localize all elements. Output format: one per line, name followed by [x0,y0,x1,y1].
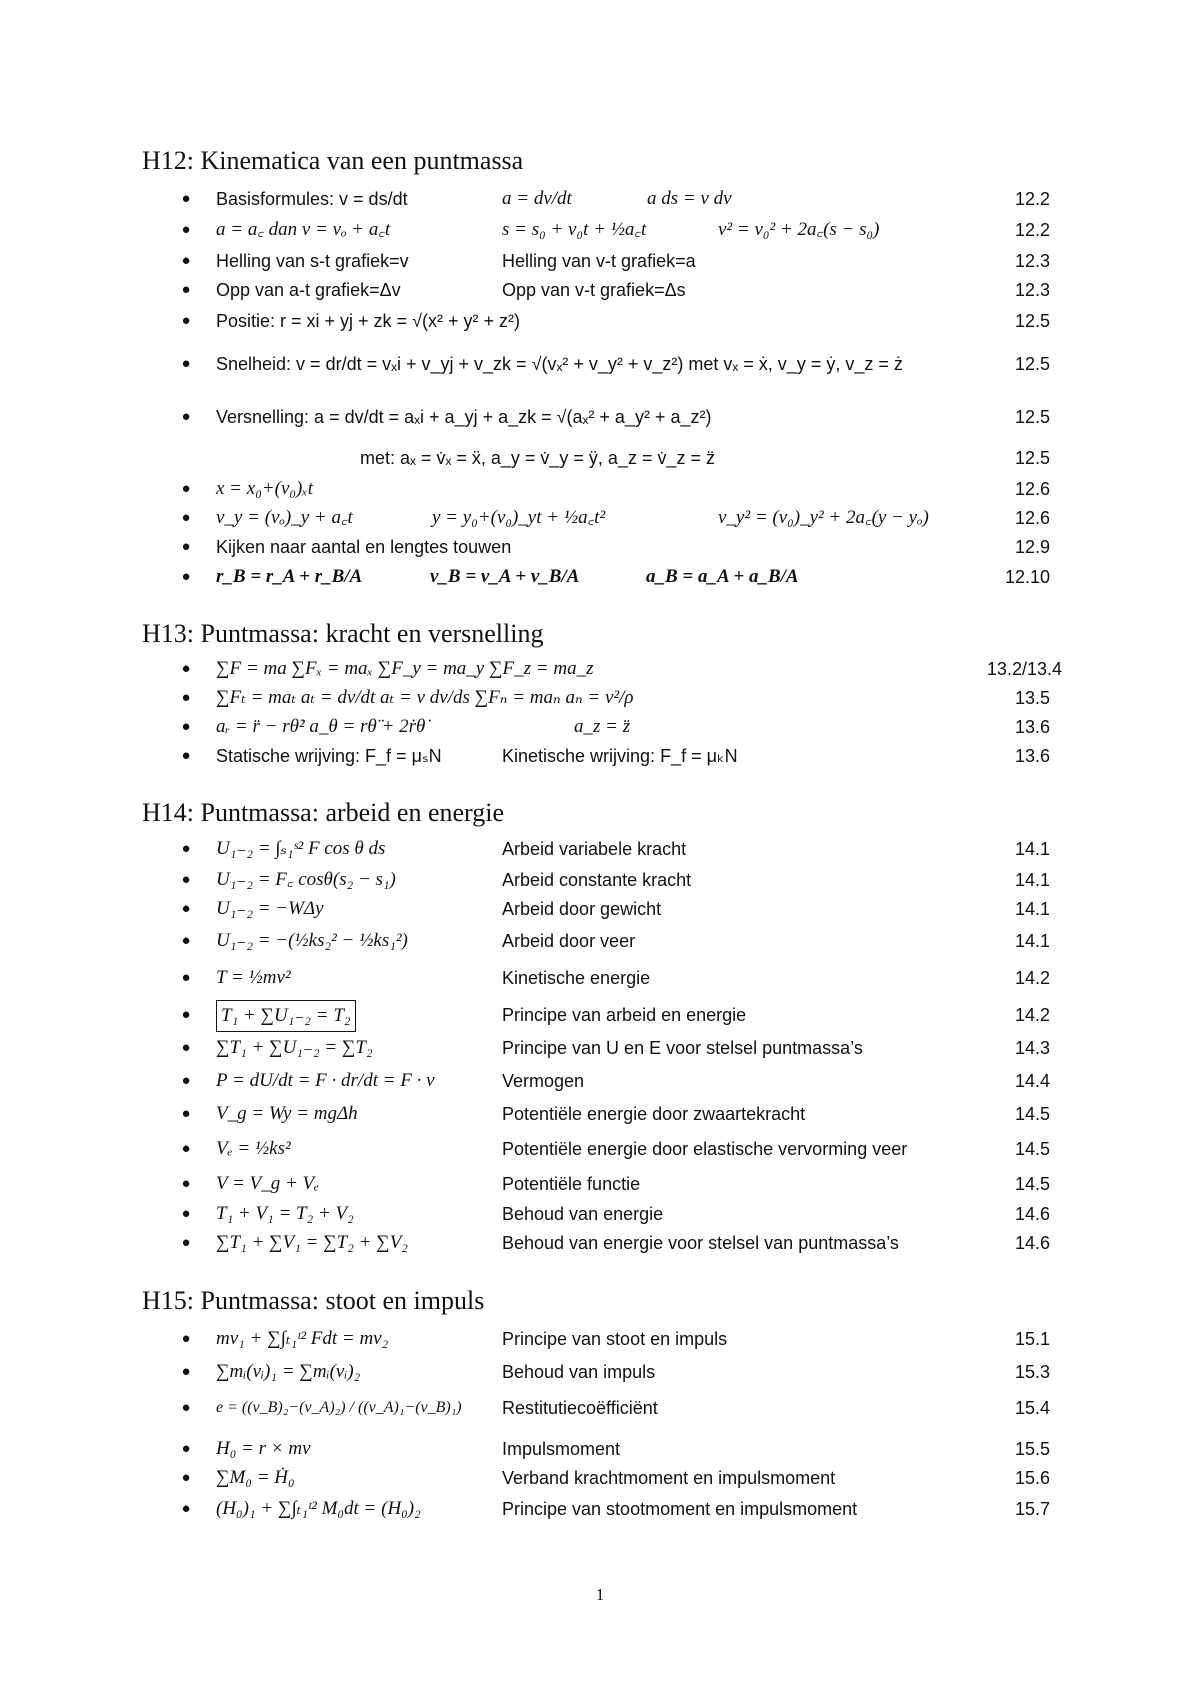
formula: H₀ = r × mv [216,1438,311,1459]
section-reference: 14.6 [1014,1204,1050,1224]
list-item [0,1099,1200,1129]
list-item [0,402,1200,432]
formula-description: Principe van stootmoment en impulsmoment [502,1499,858,1519]
list-item [0,246,1200,276]
formula: ∑F = ma ∑Fₓ = maₓ ∑F_y = ma_y ∑F_z = ma_z [216,658,594,679]
formula: (H₀)₁ + ∑∫ₜ₁ᵗ² M₀dt = (H₀)₂ [216,1498,421,1519]
formula-description: Kinetische energie [502,968,651,988]
formula-description: Impulsmoment [502,1439,621,1459]
bullet-icon: ● [181,1105,191,1122]
formula: e = ((v_B)₂−(v_A)₂) / ((v_A)₁−(v_B)₁) [216,1399,462,1416]
bullet-icon: ● [181,1072,191,1089]
formula-description: Principe van U en E voor stelsel puntmassa’s [502,1038,863,1058]
bullet-icon: ● [181,480,191,497]
bullet-icon: ● [181,718,191,735]
formula-description: Potentiële energie door elastische vervorming veer [502,1139,908,1159]
list-item [0,1324,1200,1354]
section-reference: 12.2 [1014,189,1050,209]
formula: Vₑ = ½ks² [216,1138,291,1159]
section-reference: 14.2 [1014,1005,1050,1025]
formula-description: Behoud van impuls [502,1362,656,1382]
bullet-icon: ● [181,281,191,298]
formula: T = ½mv² [216,967,291,988]
list-item [0,474,1200,504]
bullet-icon: ● [181,221,191,238]
section-reference: 12.5 [1014,407,1050,427]
formula: v² = v₀² + 2a꜀(s − s₀) [718,219,880,240]
formula: v_B = v_A + v_B/A [430,566,580,587]
formula: a = dv/dt [502,188,572,209]
section-reference: 13.2/13.4 [986,659,1062,679]
section-reference: 12.9 [1014,537,1050,557]
section-reference: 15.6 [1014,1468,1050,1488]
formula-label: Helling van v-t grafiek=a [502,251,696,271]
section-reference: 12.10 [1004,567,1050,587]
bullet-icon: ● [181,1234,191,1251]
formula-description: Potentiële functie [502,1174,641,1194]
bullet-icon: ● [181,190,191,207]
section-reference: 14.1 [1014,870,1050,890]
bullet-icon: ● [181,252,191,269]
formula-label: Kinetische wrijving: F_f = μₖN [502,746,738,766]
formula: P = dU/dt = F · dr/dt = F · v [216,1070,435,1091]
bullet-icon: ● [181,1006,191,1023]
formula-label: Helling van s-t grafiek=v [216,251,409,271]
list-item [0,275,1200,305]
formula: Positie: r = xi + yj + zk = √(x² + y² + z²) [216,311,520,331]
bullet-icon: ● [181,900,191,917]
section-reference: 13.6 [1014,746,1050,766]
list-item [0,741,1200,771]
formula-label: Opp van a-t grafiek=Δv [216,280,401,300]
formula: a ds = v dv [647,188,732,209]
formula: aᵣ = r̈ − rθ̇² a_θ = rθ̈ + 2ṙθ̇ [216,716,426,737]
list-item [0,834,1200,864]
bullet-icon: ● [181,660,191,677]
section-title-h15: H15: Puntmassa: stoot en impuls [142,1286,485,1315]
section-reference: 14.5 [1014,1174,1050,1194]
formula-description: Arbeid door veer [502,931,636,951]
formula: x = x₀+(v₀)ₓt [216,478,313,499]
formula: v_y² = (v₀)_y² + 2a꜀(y − yₒ) [718,507,929,528]
formula: U₁₋₂ = −WΔy [216,898,324,919]
formula: a = a꜀ dan v = vₒ + a꜀t [216,219,391,240]
formula-description: Arbeid door gewicht [502,899,662,919]
list-item [0,1066,1200,1096]
bullet-icon: ● [181,969,191,986]
bullet-icon: ● [181,1175,191,1192]
boxed-formula: T₁ + ∑U₁₋₂ = T₂ [216,1000,356,1032]
formula-description: Potentiële energie door zwaartekracht [502,1104,806,1124]
formula: r_B = r_A + r_B/A [216,566,363,587]
section-reference: 12.3 [1014,251,1050,271]
section-reference: 15.7 [1014,1499,1050,1519]
bullet-icon: ● [181,568,191,585]
section-reference: 12.5 [1014,448,1050,468]
formula: Basisformules: v = ds/dt [216,189,408,209]
formula: T₁ + V₁ = T₂ + V₂ [216,1203,354,1224]
section-reference: 12.6 [1014,508,1050,528]
list-item [0,1000,1200,1030]
formula: v_y = (vₒ)_y + a꜀t [216,507,353,528]
section-title-h13: H13: Puntmassa: kracht en versnelling [142,619,544,648]
formula-label: Opp van v-t grafiek=Δs [502,280,686,300]
formula: ∑Fₜ = maₜ aₜ = dv/dt aₜ = v dv/ds ∑Fₙ = maₙ aₙ = v²/ρ [216,687,634,708]
bullet-icon: ● [181,1440,191,1457]
bullet-icon: ● [181,1140,191,1157]
formula-description: Vermogen [502,1071,585,1091]
bullet-icon: ● [181,1205,191,1222]
section-reference: 15.1 [1014,1329,1050,1349]
list-item [0,683,1200,713]
formula: Snelheid: v = dr/dt = vₓi + v_yj + v_zk = √(vₓ² + v_y² + v_z²) met vₓ = ẋ, v_y = ẏ, v_z = ż [216,354,903,374]
formula: ∑mᵢ(vᵢ)₁ = ∑mᵢ(vᵢ)₂ [216,1361,361,1382]
list-item [0,349,1200,379]
bullet-icon: ● [181,747,191,764]
list-item [0,1228,1200,1258]
formula-description: Arbeid variabele kracht [502,839,687,859]
section-reference: 15.5 [1014,1439,1050,1459]
page-number: 1 [595,1585,605,1604]
formula-description: Restitutiecoëfficiënt [502,1398,658,1418]
list-item [0,1434,1200,1464]
section-reference: 14.4 [1014,1071,1050,1091]
section-reference: 15.3 [1014,1362,1050,1382]
formula: ∑T₁ + ∑U₁₋₂ = ∑T₂ [216,1037,373,1058]
bullet-icon: ● [181,355,191,372]
formula: mv₁ + ∑∫ₜ₁ᵗ² Fdt = mv₂ [216,1328,389,1349]
section-reference: 12.3 [1014,280,1050,300]
section-reference: 14.3 [1014,1038,1050,1058]
list-item [0,654,1200,684]
list-item [0,1169,1200,1199]
list-item [0,894,1200,924]
bullet-icon: ● [181,312,191,329]
bullet-icon: ● [181,1469,191,1486]
bullet-icon: ● [181,1330,191,1347]
formula: V = V_g + Vₑ [216,1173,320,1194]
formula: U₁₋₂ = −(½ks₂² − ½ks₁²) [216,930,408,951]
list-item [0,562,1200,592]
bullet-icon: ● [181,1363,191,1380]
list-item [0,865,1200,895]
formula: s = s₀ + v₀t + ½a꜀t [502,219,647,240]
formula: ∑M₀ = Ḣ₀ [216,1467,295,1488]
list-item [0,1494,1200,1524]
list-item [0,215,1200,245]
section-title-h14: H14: Puntmassa: arbeid en energie [142,798,504,827]
formula: a_z = z̈ [574,716,631,737]
formula: ∑T₁ + ∑V₁ = ∑T₂ + ∑V₂ [216,1232,408,1253]
section-reference: 12.5 [1014,354,1050,374]
bullet-icon: ● [181,1500,191,1517]
bullet-icon: ● [181,689,191,706]
formula: U₁₋₂ = F꜀ cosθ(s₂ − s₁) [216,869,396,890]
list-item [0,926,1200,956]
formula: a_B = a_A + a_B/A [646,566,799,587]
formula-description: Arbeid constante kracht [502,870,692,890]
formula-description: Principe van stoot en impuls [502,1329,728,1349]
formula-label: Statische wrijving: F_f = μₛN [216,746,442,766]
bullet-icon: ● [181,871,191,888]
list-item [0,1357,1200,1387]
list-item [0,963,1200,993]
list-item [0,306,1200,336]
formula-description: Behoud van energie voor stelsel van puntmassa’s [502,1233,899,1253]
list-item [0,1463,1200,1493]
bullet-icon: ● [181,840,191,857]
section-reference: 14.2 [1014,968,1050,988]
section-reference: 15.4 [1014,1398,1050,1418]
bullet-icon: ● [181,408,191,425]
section-reference: 14.1 [1014,839,1050,859]
list-item [0,443,1200,473]
formula: Versnelling: a = dv/dt = aₓi + a_yj + a_zk = √(aₓ² + a_y² + a_z²) [216,407,712,427]
section-reference: 13.6 [1014,717,1050,737]
list-item [0,503,1200,533]
section-reference: 12.5 [1014,311,1050,331]
list-item [0,712,1200,742]
section-reference: 12.6 [1014,479,1050,499]
bullet-icon: ● [181,538,191,555]
formula-label: Kijken naar aantal en lengtes touwen [216,537,512,557]
section-reference: 13.5 [1014,688,1050,708]
formula: y = y₀+(v₀)_yt + ½a꜀t² [432,507,606,528]
formula: V_g = Wy = mgΔh [216,1103,358,1124]
list-item [0,1134,1200,1164]
bullet-icon: ● [181,509,191,526]
section-reference: 14.6 [1014,1233,1050,1253]
bullet-icon: ● [181,1039,191,1056]
section-reference: 14.5 [1014,1139,1050,1159]
formula-description: Behoud van energie [502,1204,664,1224]
formula: met: aₓ = v̇ₓ = ẍ, a_y = v̇_y = ÿ, a_z = v̇_z = z̈ [360,448,715,468]
section-reference: 12.2 [1014,220,1050,240]
formula-description: Verband krachtmoment en impulsmoment [502,1468,836,1488]
formula: U₁₋₂ = ∫ₛ₁ˢ² F cos θ ds [216,838,386,859]
list-item [0,532,1200,562]
list-item [0,1033,1200,1063]
section-reference: 14.5 [1014,1104,1050,1124]
bullet-icon: ● [181,1399,191,1416]
list-item [0,184,1200,214]
section-title-h12: H12: Kinematica van een puntmassa [142,146,524,175]
section-reference: 14.1 [1014,931,1050,951]
formula-description: Principe van arbeid en energie [502,1005,747,1025]
section-reference: 14.1 [1014,899,1050,919]
bullet-icon: ● [181,932,191,949]
list-item [0,1393,1200,1423]
list-item [0,1199,1200,1229]
